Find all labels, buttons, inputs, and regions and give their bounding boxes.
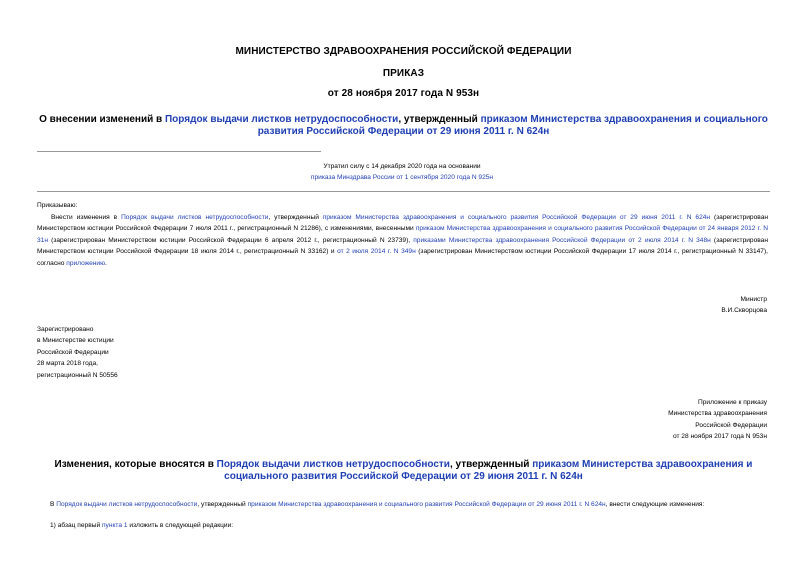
signature-role: Министр bbox=[740, 296, 767, 303]
order-paragraph: Внести изменения в Порядок выдачи листков нетрудоспособности, утвержденный приказом Министерства здравоохранения и социального развития Российской Федерации от 29 июня 2011 г. N 624н (зарегистрирован Министерством юстиции Российской Федерации 7 июля 2011 г., регистрационный N 21286), с изменениями, внесенными приказом Министерства здравоохранения и социального развития Российской Федерации от 24 января 2012 г. N 31н (зарегистрирован Министерством юстиции Российской Федерации 6 апреля 2012 г., регистрационный N 23739), приказами Министерства здравоохранения Российской Федерации от 2 июля 2014 г. N 348н (зарегистрирован Министерством юстиции Российской Федерации 18 июля 2014 г., регистрационный N 33162) и от 2 июля 2014 г. N 349н (зарегистрирован Министерством юстиции Российской Федерации 17 июля 2014 г., регистрационный N 33147), согласно приложению. bbox=[37, 214, 769, 267]
changes-item-1: 1) абзац первый пункта 1 изложить в следующей редакции: bbox=[50, 522, 234, 529]
body-link-appendix[interactable]: приложению bbox=[66, 259, 106, 267]
expiry-notice-link[interactable]: приказа Минздрава России от 1 сентября 2020 года N 925н bbox=[310, 174, 494, 182]
title-link-procedure[interactable]: Порядок выдачи листков нетрудоспособности bbox=[164, 114, 399, 125]
short-divider bbox=[37, 151, 321, 152]
doc-date-number: от 28 ноября 2017 года N 953н bbox=[327, 88, 480, 99]
changes-intro: В Порядок выдачи листков нетрудоспособности, утвержденный приказом Министерства здравоохранения и социального развития Российской Федерации от 29 июня 2011 г. N 624н, внести следующие изменения: bbox=[50, 501, 705, 508]
expiry-notice bbox=[170, 161, 634, 184]
changes-link-order-624n[interactable]: приказом Министерства здравоохранения и социального развития Российской Федерации от 29 июня 2011 г. N 624н bbox=[247, 501, 606, 508]
appendix-header: Приложение к приказу Министерства здравоохранения Российской Федерации от 28 ноября 2017 года N 953н bbox=[668, 399, 767, 441]
body-link-order-31n[interactable]: приказом Министерства здравоохранения и социального развития Российской Федерации от 24 января 2012 г. N 31н bbox=[37, 225, 769, 244]
body-link-order-624n[interactable]: приказом Министерства здравоохранения и социального развития Российской Федерации от 29 июня 2011 г. N 624н bbox=[322, 214, 711, 221]
title-link-order-624n[interactable]: приказом Министерства здравоохранения и социального развития Российской Федерации от 29 июня 2011 г. N 624н bbox=[257, 114, 768, 137]
signature-name: В.И.Скворцова bbox=[721, 307, 767, 315]
long-divider bbox=[37, 191, 770, 192]
changes-title-link-procedure[interactable]: Порядок выдачи листков нетрудоспособности bbox=[216, 459, 450, 470]
ministry-heading: МИНИСТЕРСТВО ЗДРАВООХРАНЕНИЯ РОССИЙСКОЙ ФЕДЕРАЦИИ bbox=[235, 46, 572, 57]
registration-block: Зарегистрировано в Министерстве юстиции Российской Федерации 28 марта 2018 года, регистрационный N 50556 bbox=[37, 326, 118, 379]
title-mid: , утвержденный bbox=[398, 114, 481, 125]
signature-block bbox=[560, 294, 767, 317]
changes-title-link-order-624n[interactable]: приказом Министерства здравоохранения и социального развития Российской Федерации от 29 июня 2011 г. N 624н bbox=[224, 459, 753, 482]
changes-link-point-1[interactable]: пункта 1 bbox=[101, 522, 128, 529]
body-link-order-348n[interactable]: приказами Министерства здравоохранения Российской Федерации от 2 июля 2014 г. N 348н bbox=[413, 236, 711, 244]
title-prefix: О внесении изменений в bbox=[39, 114, 165, 125]
changes-link-procedure[interactable]: Порядок выдачи листков нетрудоспособности bbox=[56, 501, 198, 508]
changes-title: Изменения, которые вносятся в Порядок выдачи листков нетрудоспособности, утвержденный приказом Министерства здравоохранения и социального развития Российской Федерации от 29 июня 2011 г. N 624н bbox=[54, 459, 753, 482]
body-link-procedure[interactable]: Порядок выдачи листков нетрудоспособности bbox=[121, 214, 269, 221]
body-link-order-349n[interactable]: от 2 июля 2014 г. N 349н bbox=[337, 248, 416, 256]
doc-type-heading: ПРИКАЗ bbox=[382, 68, 425, 79]
order-title bbox=[30, 114, 777, 138]
order-word: Приказываю: bbox=[37, 202, 78, 209]
expiry-notice-text: Утратил силу с 14 декабря 2020 года на основании bbox=[323, 163, 481, 170]
